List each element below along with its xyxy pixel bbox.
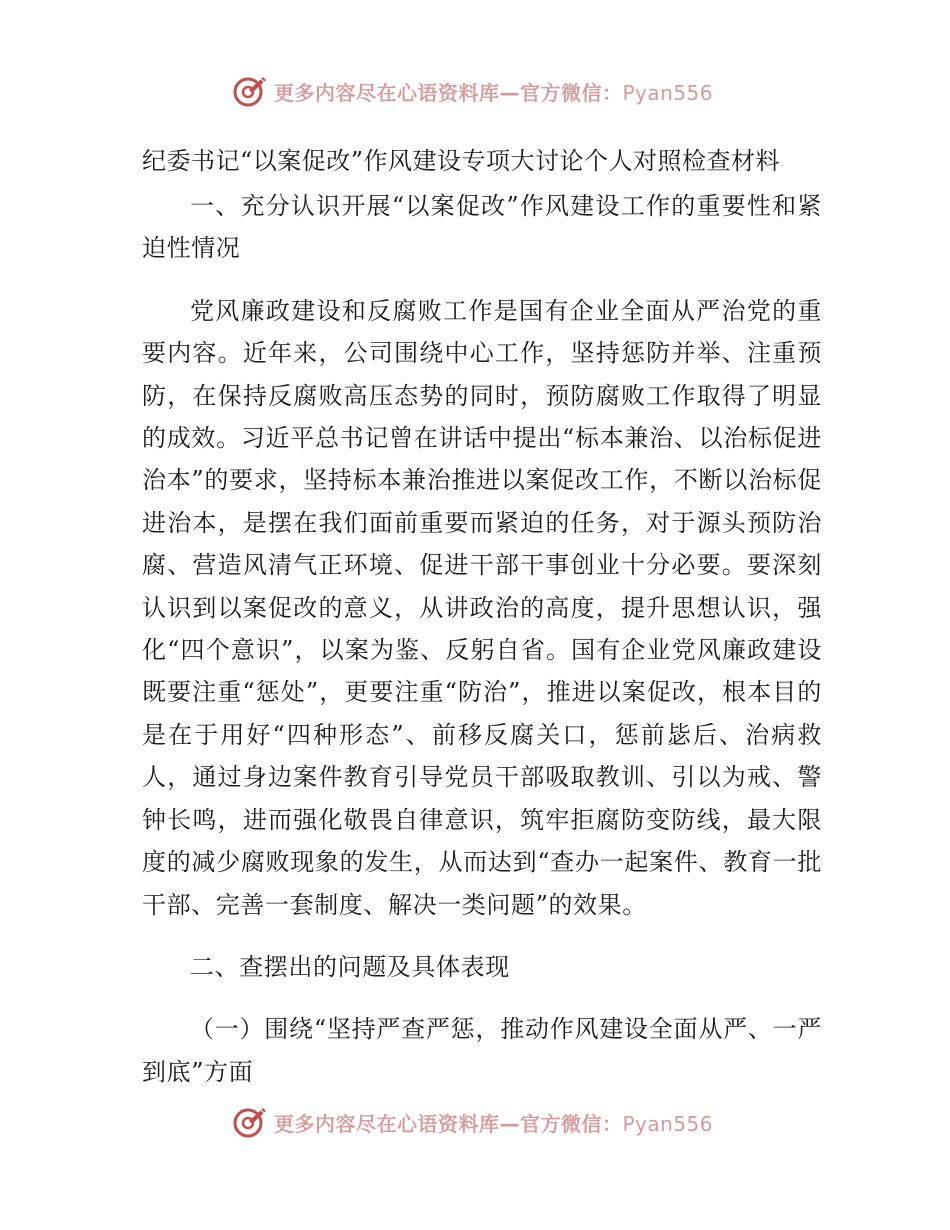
watermark-text: 更多内容尽在心语资料库—官方微信：Pyan556 — [274, 80, 714, 105]
document-body — [142, 138, 822, 1093]
section-heading-2: 二、查摆出的问题及具体表现 — [190, 952, 510, 981]
section-heading-1: 一、充分认识开展“以案促改”作风建设工作的重要性和紧迫性情况 — [142, 192, 822, 263]
pen-logo-icon — [232, 73, 268, 109]
watermark-banner-bottom — [232, 1102, 713, 1142]
pen-logo-icon — [232, 1104, 268, 1140]
watermark-text: 更多内容尽在心语资料库—官方微信：Pyan556 — [274, 1111, 714, 1136]
watermark-banner-top — [232, 71, 713, 111]
body-paragraph-1: 党风廉政建设和反腐败工作是国有企业全面从严治党的重要内容。近年来，公司围绕中心工作，坚持惩防并举、注重预防，在保持反腐败高压态势的同时，预防腐败工作取得了明显的成效。习近平总书记曾在讲话中提出“标本兼治、以治标促进治本”的要求，坚持标本兼治推进以案促改工作，不断以治标促进治本，是摆在我们面前重要而紧迫的任务，对于源头预防治腐、营造风清气正环境、促进干部干事创业十分必要。要深刻认识到以案促改的意义，从讲政治的高度，提升思想认识，强化“四个意识”，以案为鉴、反躬自省。国有企业党风廉政建设既要注重“惩处”，更要注重“防治”，推进以案促改，根本目的是在于用好“四种形态”、前移反腐关口，惩前毖后、治病救人，通过身边案件教育引导党员干部吸取教训、引以为戒、警钟长鸣，进而强化敬畏自律意识，筑牢拒腐防变防线，最大限度的减少腐败现象的发生，从而达到“查办一起案件、教育一批干部、完善一套制度、解决一类问题”的效果。 — [142, 296, 822, 919]
document-title: 纪委书记“以案促改”作风建设专项大讨论个人对照检查材料 — [142, 147, 781, 175]
subsection-heading-1: （一）围绕“坚持严查严惩，推动作风建设全面从严、一严到底”方面 — [142, 1015, 822, 1086]
